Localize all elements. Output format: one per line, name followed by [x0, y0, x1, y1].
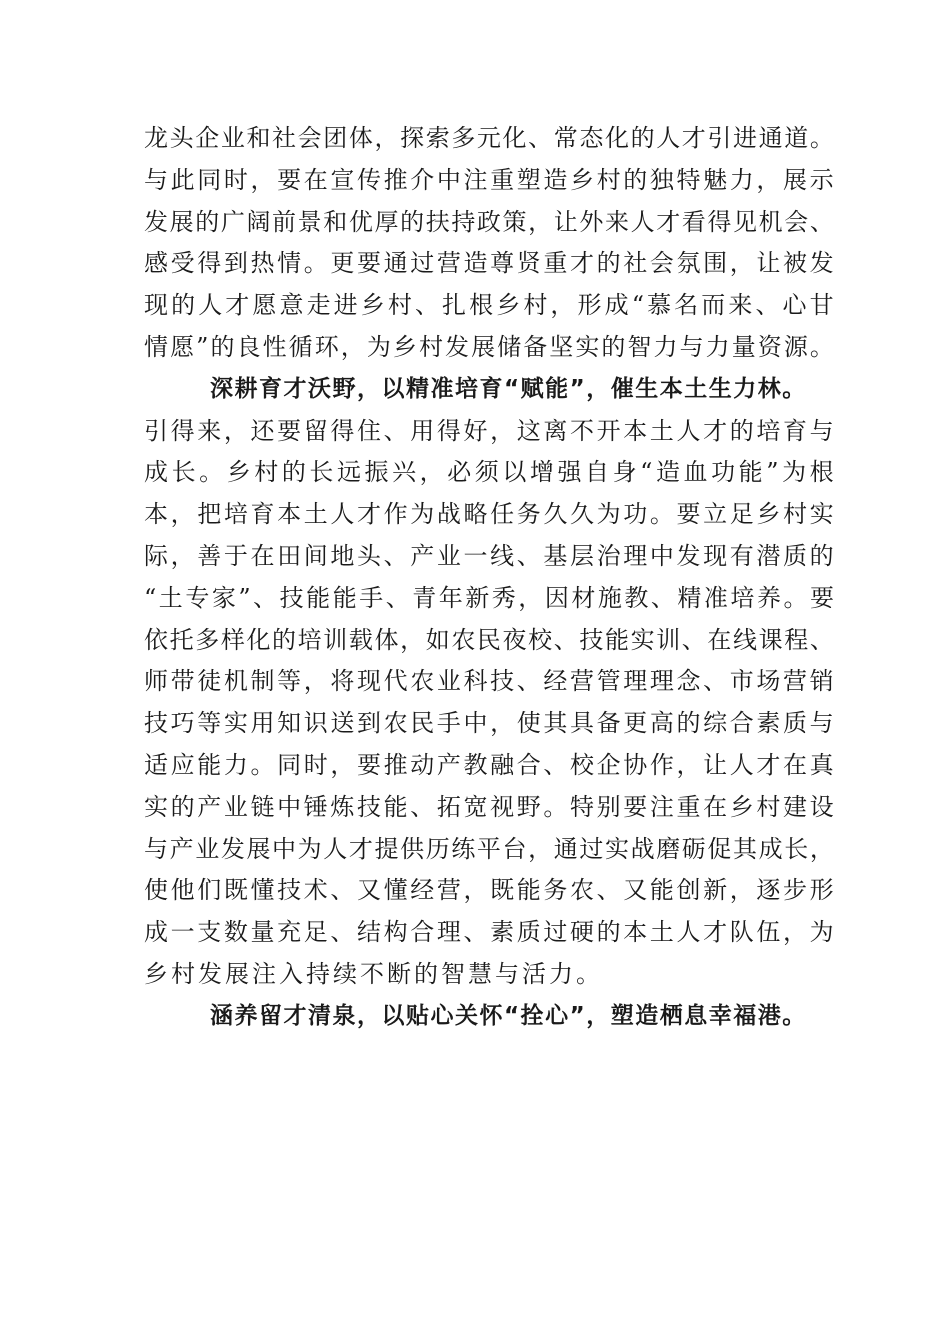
document-body [144, 118, 834, 1038]
paragraph-line: 现 的 人 才 愿 意 走 进 乡 村 、 扎 根 乡 村 ， 形 成 “ 慕 名 而 来 、 心 甘 [144, 291, 834, 320]
paragraph-line: 乡村发展注入持续不断的智慧与活力。 [144, 959, 603, 988]
paragraph-line: 与 此 同 时 ， 要 在 宣 传 推 介 中 注 重 塑 造 乡 村 的 独 特 魅 力 ， 展 示 [144, 165, 834, 194]
paragraph-line: 使 他 们 既 懂 技 术 、 又 懂 经 营 ， 既 能 务 农 、 又 能 创 新 ， 逐 步 形 [144, 876, 834, 905]
paragraph-line: 成 一 支 数 量 充 足 、 结 构 合 理 、 素 质 过 硬 的 本 土 人 才 队 伍 ， 为 [144, 918, 834, 947]
paragraph-line: 实 的 产 业 链 中 锤 炼 技 能 、 拓 宽 视 野 。 特 别 要 注 重 在 乡 村 建 设 [144, 792, 834, 821]
paragraph-line: 依 托 多 样 化 的 培 训 载 体 ， 如 农 民 夜 校 、 技 能 实 训 、 在 线 课 程 、 [144, 625, 834, 654]
paragraph-line: 成 长 。 乡 村 的 长 远 振 兴 ， 必 须 以 增 强 自 身 “ 造 血 功 能 ” 为 根 [144, 458, 834, 487]
section-heading-retain: 涵养留才清泉，以贴心关怀“拴心”，塑造栖息幸福港。 [210, 1002, 807, 1029]
paragraph-line: 情 愿 ” 的 良 性 循 环 ， 为 乡 村 发 展 储 备 坚 实 的 智 力 与 力 量 资 源 。 [144, 332, 834, 361]
paragraph-line: 技 巧 等 实 用 知 识 送 到 农 民 手 中 ， 使 其 具 备 更 高 的 综 合 素 质 与 [144, 709, 834, 738]
paragraph-line: 际 ， 善 于 在 田 间 地 头 、 产 业 一 线 、 基 层 治 理 中 发 现 有 潜 质 的 [144, 541, 834, 570]
paragraph-line: 龙 头 企 业 和 社 会 团 体 ， 探 索 多 元 化 、 常 态 化 的 人 才 引 进 通 道 。 [144, 124, 834, 152]
paragraph-line: “ 土 专 家 ” 、 技 能 能 手 、 青 年 新 秀 ， 因 材 施 教 、 精 准 培 养 。 要 [144, 583, 834, 612]
paragraph-line: 本 ， 把 培 育 本 土 人 才 作 为 战 略 任 务 久 久 为 功 。 要 立 足 乡 村 实 [144, 500, 834, 529]
paragraph-line: 师 带 徒 机 制 等 ， 将 现 代 农 业 科 技 、 经 营 管 理 理 念 、 市 场 营 销 [144, 667, 834, 696]
paragraph-line: 感 受 得 到 热 情 。 更 要 通 过 营 造 尊 贤 重 才 的 社 会 氛 围 ， 让 被 发 [144, 249, 834, 278]
paragraph-line: 适 应 能 力 。 同 时 ， 要 推 动 产 教 融 合 、 校 企 协 作 ， 让 人 才 在 真 [144, 750, 834, 779]
paragraph-line: 引 得 来 ， 还 要 留 得 住 、 用 得 好 ， 这 离 不 开 本 土 人 才 的 培 育 与 [144, 416, 834, 445]
section-heading-cultivate: 深耕育才沃野，以精准培育“赋能”，催生本土生力林。 [210, 375, 807, 402]
paragraph-line: 与 产 业 发 展 中 为 人 才 提 供 历 练 平 台 ， 通 过 实 战 磨 砺 促 其 成 长 ， [144, 834, 834, 863]
paragraph-line: 发 展 的 广 阔 前 景 和 优 厚 的 扶 持 政 策 ， 让 外 来 人 才 看 得 见 机 会 、 [144, 207, 834, 236]
